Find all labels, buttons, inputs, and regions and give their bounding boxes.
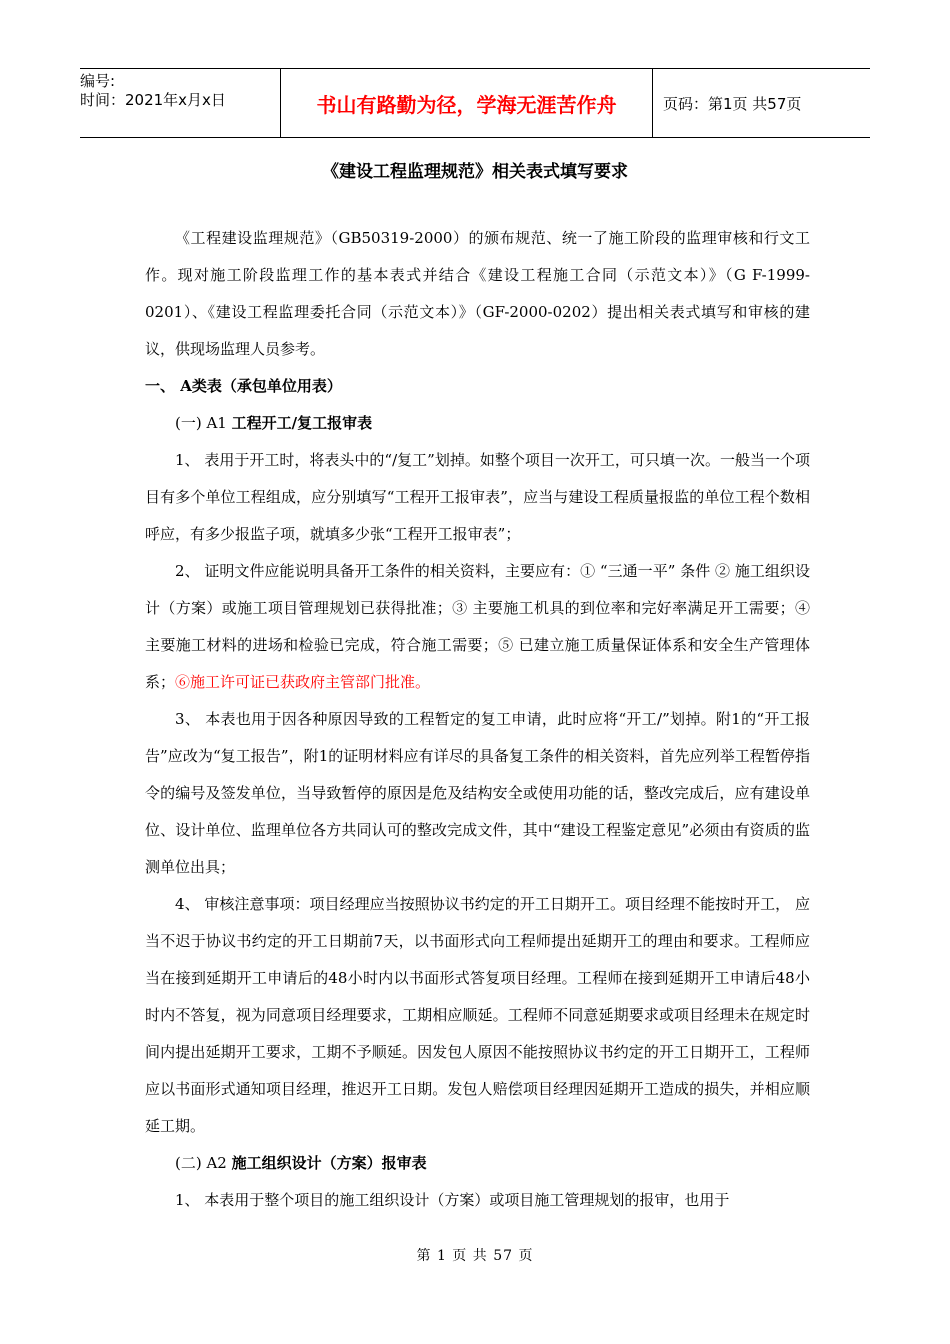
- document-date: 时间：2021年x月x日: [80, 91, 226, 109]
- document-body: [145, 220, 810, 1219]
- subsection-heading-a1: [145, 405, 810, 442]
- a1-item-4: 4、 审核注意事项：项目经理应当按照协议书约定的开工日期开工。项目经理不能按时开工， 应当不迟于协议书约定的开工日期前7天，以书面形式向工程师提出延期开工的理由和要求。工程师应当在接到延期开工申请后的48小时内以书面形式答复项目经理。工程师在接到延期开工申请后48小时内不答复，视为同意项目经理要求，工期相应顺延。工程师不同意延期要求或项目经理未在规定时间内提出延期开工要求，工期不予顺延。因发包人原因不能按照协议书约定的开工日期开工，工程师应以书面形式通知项目经理，推迟开工日期。发包人赔偿项目经理因延期开工造成的损失，并相应顺延工期。: [145, 895, 810, 1135]
- page-header: [80, 68, 870, 138]
- a1-item-3: 3、 本表也用于因各种原因导致的工程暂定的复工申请，此时应将“开工/”划掉。附1的“开工报告”应改为“复工报告”，附1的证明材料应有详尽的具备复工条件的相关资料，首先应列举工程暂停指令的编号及签发单位，当导致暂停的原因是危及结构安全或使用功能的话，整改完成后，应有建设单位、设计单位、监理单位各方共同认可的整改完成文件，其中“建设工程鉴定意见”必须由有资质的监测单位出具；: [145, 710, 810, 876]
- a1-item-2-highlight: ⑥施工许可证已获政府主管部门批准。: [175, 673, 431, 691]
- header-left-cell: [80, 69, 280, 137]
- subsection-heading-a2: [145, 1145, 810, 1182]
- subsection-a2-title: 施工组织设计（方案）报审表: [231, 1154, 427, 1172]
- page-footer: 第 1 页 共 57 页: [416, 1248, 534, 1264]
- header-page-info: 页码：第1页 共57页: [663, 94, 802, 113]
- subsection-a1-prefix: (一) A1: [175, 414, 232, 432]
- a1-item-2: [145, 553, 810, 701]
- document-title: 《建设工程监理规范》相关表式填写要求: [322, 162, 628, 182]
- section-heading-a: 一、 A类表（承包单位用表）: [145, 377, 342, 395]
- document-number-label: 编号:: [80, 72, 116, 90]
- subsection-a2-prefix: (二) A2: [175, 1154, 232, 1172]
- header-motto: 书山有路勤为径，学海无涯苦作舟: [280, 69, 653, 137]
- intro-paragraph: 《工程建设监理规范》（GB50319-2000）的颁布规范、统一了施工阶段的监理审核和行文工作。现对施工阶段监理工作的基本表式并结合《建设工程施工合同（示范文本）》（G F-1999-0201）、《建设工程监理委托合同（示范文本）》（GF-2000-0202）提出相关表式填写和审核的建议，供现场监理人员参考。: [145, 229, 810, 358]
- subsection-a1-title: 工程开工/复工报审表: [231, 414, 373, 432]
- a1-item-1: 1、 表用于开工时，将表头中的“/复工”划掉。如整个项目一次开工，可只填一次。一般当一个项目有多个单位工程组成，应分别填写“工程开工报审表”，应当与建设工程质量报监的单位工程个数相呼应，有多少报监子项，就填多少张“工程开工报审表”；: [145, 451, 810, 543]
- a2-item-1: 1、 本表用于整个项目的施工组织设计（方案）或项目施工管理规划的报审，也用于: [175, 1191, 730, 1209]
- a1-item-2-text: 2、 证明文件应能说明具备开工条件的相关资料，主要应有：① “三通一平” 条件 ② 施工组织设计（方案）或施工项目管理规划已获得批准；③ 主要施工机具的到位率和完好率满足开工需要；④ 主要施工材料的进场和检验已完成，符合施工需要；⑤ 已建立施工质量保证体系和安全生产管理体系；: [145, 562, 810, 691]
